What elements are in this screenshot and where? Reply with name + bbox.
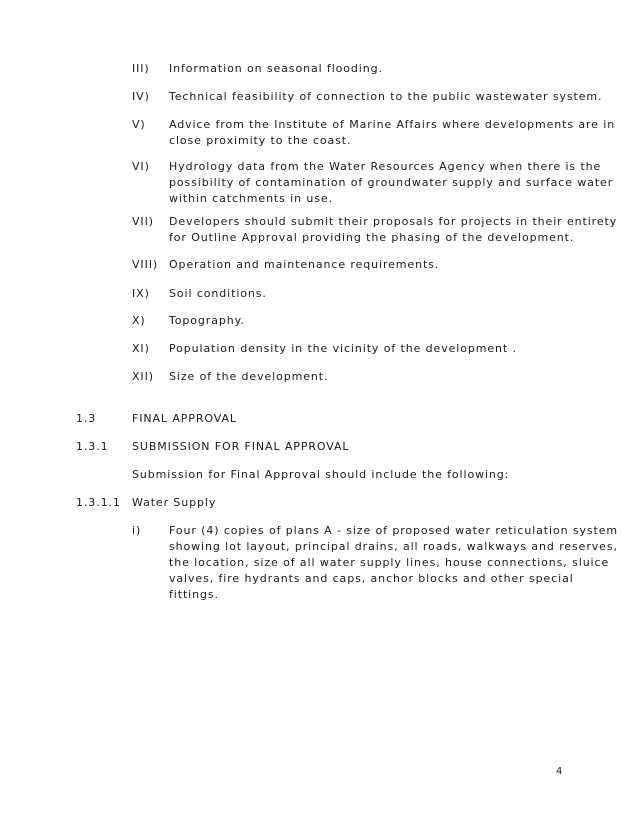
list-item-text: Technical feasibility of connection to the public wastewater system. xyxy=(169,90,603,103)
list-item-number: XI) xyxy=(132,342,150,355)
list-item-number: VIII) xyxy=(132,258,159,271)
list-item-text: Advice from the Institute of Marine Affairs where developments are in xyxy=(169,118,616,131)
list-item-number: IX) xyxy=(132,287,150,300)
list-item-text: Topography. xyxy=(169,314,245,327)
list-item-text: close proximity to the coast. xyxy=(169,134,352,147)
list-item-number: VI) xyxy=(132,160,150,173)
list-item-number: V) xyxy=(132,118,146,131)
list-item-text: Four (4) copies of plans A - size of proposed water reticulation system xyxy=(169,524,619,537)
list-item-number: XII) xyxy=(132,370,154,383)
list-item-text: Developers should submit their proposals for projects in their entirety xyxy=(169,215,618,228)
list-item-number: III) xyxy=(132,62,150,75)
list-item-text: Operation and maintenance requirements. xyxy=(169,258,440,271)
list-item-text: for Outline Approval providing the phasing of the development. xyxy=(169,231,575,244)
section-number: 1.3.1.1 xyxy=(76,496,121,509)
section-number: 1.3.1 xyxy=(76,440,109,453)
list-item-text: the location, size of all water supply lines, house connections, sluice xyxy=(169,556,610,569)
list-item-text: fittings. xyxy=(169,588,219,601)
section-intro-paragraph: Submission for Final Approval should include the following: xyxy=(132,468,510,481)
list-item-number: IV) xyxy=(132,90,150,103)
list-item-text: Soil conditions. xyxy=(169,287,267,300)
page-number: 4 xyxy=(556,766,563,777)
list-item-number: VII) xyxy=(132,215,154,228)
section-title: FINAL APPROVAL xyxy=(132,412,237,425)
section-number: 1.3 xyxy=(76,412,97,425)
list-item-text: Information on seasonal flooding. xyxy=(169,62,383,75)
section-title: SUBMISSION FOR FINAL APPROVAL xyxy=(132,440,350,453)
list-item-text: possibility of contamination of groundwater supply and surface water xyxy=(169,176,614,189)
list-item-number: X) xyxy=(132,314,146,327)
list-item-text: Population density in the vicinity of the development . xyxy=(169,342,517,355)
list-item-text: showing lot layout, principal drains, all roads, walkways and reserves, xyxy=(169,540,618,553)
list-item-text: Hydrology data from the Water Resources Agency when there is the xyxy=(169,160,602,173)
list-item-text: valves, fire hydrants and caps, anchor blocks and other special xyxy=(169,572,574,585)
section-title: Water Supply xyxy=(132,496,217,509)
list-item-number: i) xyxy=(132,524,142,537)
list-item-text: within catchments in use. xyxy=(169,192,333,205)
list-item-text: Size of the development. xyxy=(169,370,329,383)
